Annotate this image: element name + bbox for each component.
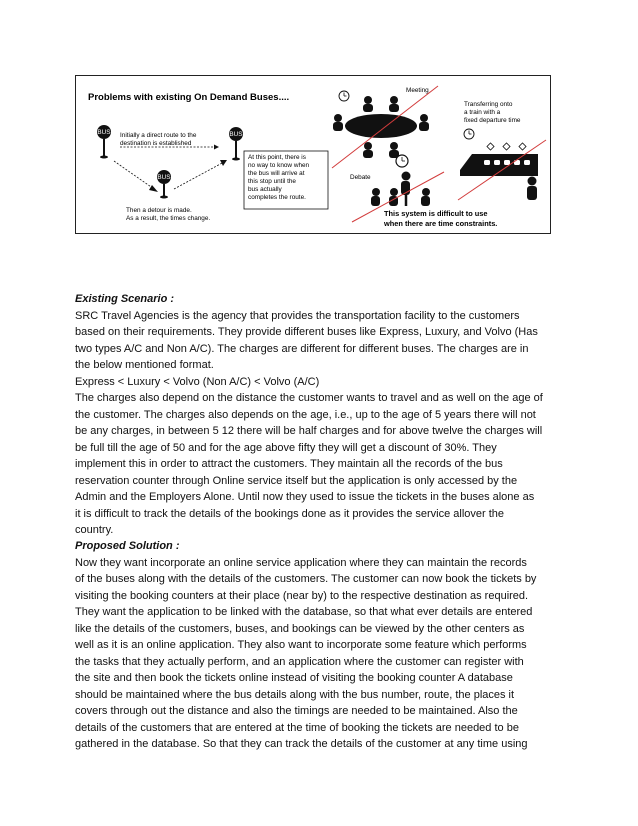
point-line-6: completes the route.	[248, 194, 306, 201]
proposed-text-line: like the details of the customers, buses, and bookings can be viewed by the other centers as	[75, 622, 525, 635]
transfer-line-2: a train with a	[464, 109, 501, 116]
existing-text-line: implement this in order to attract the customers. They maintain all the records of the bus	[75, 458, 503, 470]
existing-text-line: Admin and the Employers Alone. Until now they used to issue the tickets in the buses alone as	[75, 491, 535, 503]
direct-route-arrowhead	[214, 145, 219, 150]
clock-icon-train	[464, 129, 474, 139]
existing-text-line: Express < Luxury < Volvo (Non A/C) < Volvo (A/C)	[75, 375, 320, 388]
detour-arrow-1	[114, 161, 154, 189]
existing-text-line: it is difficult to track the details of the bookings done as it provides the service allover the	[75, 507, 505, 520]
existing-scenario-paragraph	[75, 308, 563, 539]
proposed-text-line: details of the customers that are entered at the time of booking the tickets are needed to be	[75, 721, 519, 734]
illustration-canvas	[76, 76, 550, 233]
proposed-text-line: well as it is an online application. They also want to incorporate some feature which performs	[75, 639, 527, 651]
proposed-text-line: They want the application to be linked with the database, so that what ever details are entered	[75, 606, 533, 618]
existing-text-line: be any charges, in between 5 12 there will be half charges and for above twelve the charges will	[75, 425, 543, 437]
existing-scenario-section	[75, 291, 563, 539]
proposed-text-line: covers through out the distance and also the timings are needed to be maintained. Also the	[75, 705, 518, 717]
transfer-line-1: Transferring onto	[464, 101, 513, 108]
proposed-solution-section	[75, 538, 563, 753]
meeting-label: Meeting	[406, 87, 429, 94]
svg-text:BUS: BUS	[97, 129, 111, 136]
proposed-text-line: should be maintained where the bus details along with the bus number, route, the places it	[75, 688, 515, 701]
detour-line-2: As a result, the times change.	[126, 215, 211, 222]
proposed-text-line: the tasks that they actually perform, and an application where the customer can register with	[75, 655, 524, 668]
existing-text-line: two types A/C and Non A/C). The charges are different for different buses. The charges are in	[75, 342, 529, 355]
difficulty-line-2: when there are time constraints.	[384, 219, 498, 228]
proposed-text-line: Now they want incorporate an online service application where they can maintain the records	[75, 556, 527, 569]
meeting-table-icon	[333, 96, 429, 158]
point-line-1: At this point, there is	[248, 154, 306, 161]
detour-arrow-2	[174, 162, 224, 189]
existing-text-line: be full till the age of 50 and for the age above fifty they will get a discount of 30%. They	[75, 441, 497, 454]
existing-text-line: The charges also depend on the distance the customer wants to travel and as well on the age of	[75, 392, 543, 404]
bus-stop-sign-right	[229, 127, 243, 161]
bus-stop-sign-detour	[157, 170, 171, 199]
proposed-solution-heading: Proposed Solution :	[75, 540, 180, 552]
transfer-line-3: fixed departure time	[464, 117, 521, 124]
bus-stop-sign-left	[97, 125, 111, 159]
proposed-text-line: of the buses along with the details of the customers. The customer can now book the tickets by	[75, 573, 537, 585]
existing-text-line: SRC Travel Agencies is the agency that provides the transportation facility to the customers	[75, 309, 520, 322]
existing-text-line: the below mentioned format.	[75, 359, 214, 371]
debate-label: Debate	[350, 174, 371, 181]
direct-route-line-2: destination is established	[120, 140, 192, 147]
proposed-text-line: gathered in the database. So that they can track the details of the customer at any time using	[75, 738, 528, 750]
point-line-3: the bus will arrive at	[248, 170, 305, 177]
point-line-5: bus actually	[248, 186, 282, 193]
difficulty-line-1: This system is difficult to use	[384, 209, 488, 218]
figure-title: Problems with existing On Demand Buses....	[88, 92, 290, 103]
debate-people-icon	[371, 172, 430, 207]
existing-text-line: based on their requirements. They provide different buses like Express, Luxury, and Volvo (Has	[75, 326, 538, 338]
existing-text-line: the customer. The charges also depends on the age, i.e., up to the age of 5 years there will not	[75, 408, 536, 421]
direct-route-line-1: Initially a direct route to the	[120, 132, 197, 139]
passenger-icon	[527, 177, 537, 201]
svg-text:BUS: BUS	[157, 174, 171, 181]
clock-icon	[339, 91, 349, 101]
detour-line-1: Then a detour is made.	[126, 207, 192, 214]
train-icon	[460, 143, 538, 176]
existing-text-line: country.	[75, 524, 114, 536]
svg-text:BUS: BUS	[229, 131, 243, 138]
point-line-2: no way to know when	[248, 162, 310, 169]
problem-illustration	[75, 75, 551, 234]
point-line-4: this stop until the	[248, 178, 296, 185]
proposed-text-line: visiting the booking counters at their place (near by) to the respective destination as required.	[75, 589, 529, 602]
existing-text-line: reservation counter through Online service itself but the application is only accessed by the	[75, 474, 518, 487]
existing-scenario-heading: Existing Scenario :	[75, 293, 175, 305]
proposed-text-line: the site and then book the tickets online instead of visiting the booking counter A database	[75, 672, 513, 684]
clock-icon-debate	[396, 155, 408, 167]
proposed-solution-paragraph	[75, 555, 563, 753]
